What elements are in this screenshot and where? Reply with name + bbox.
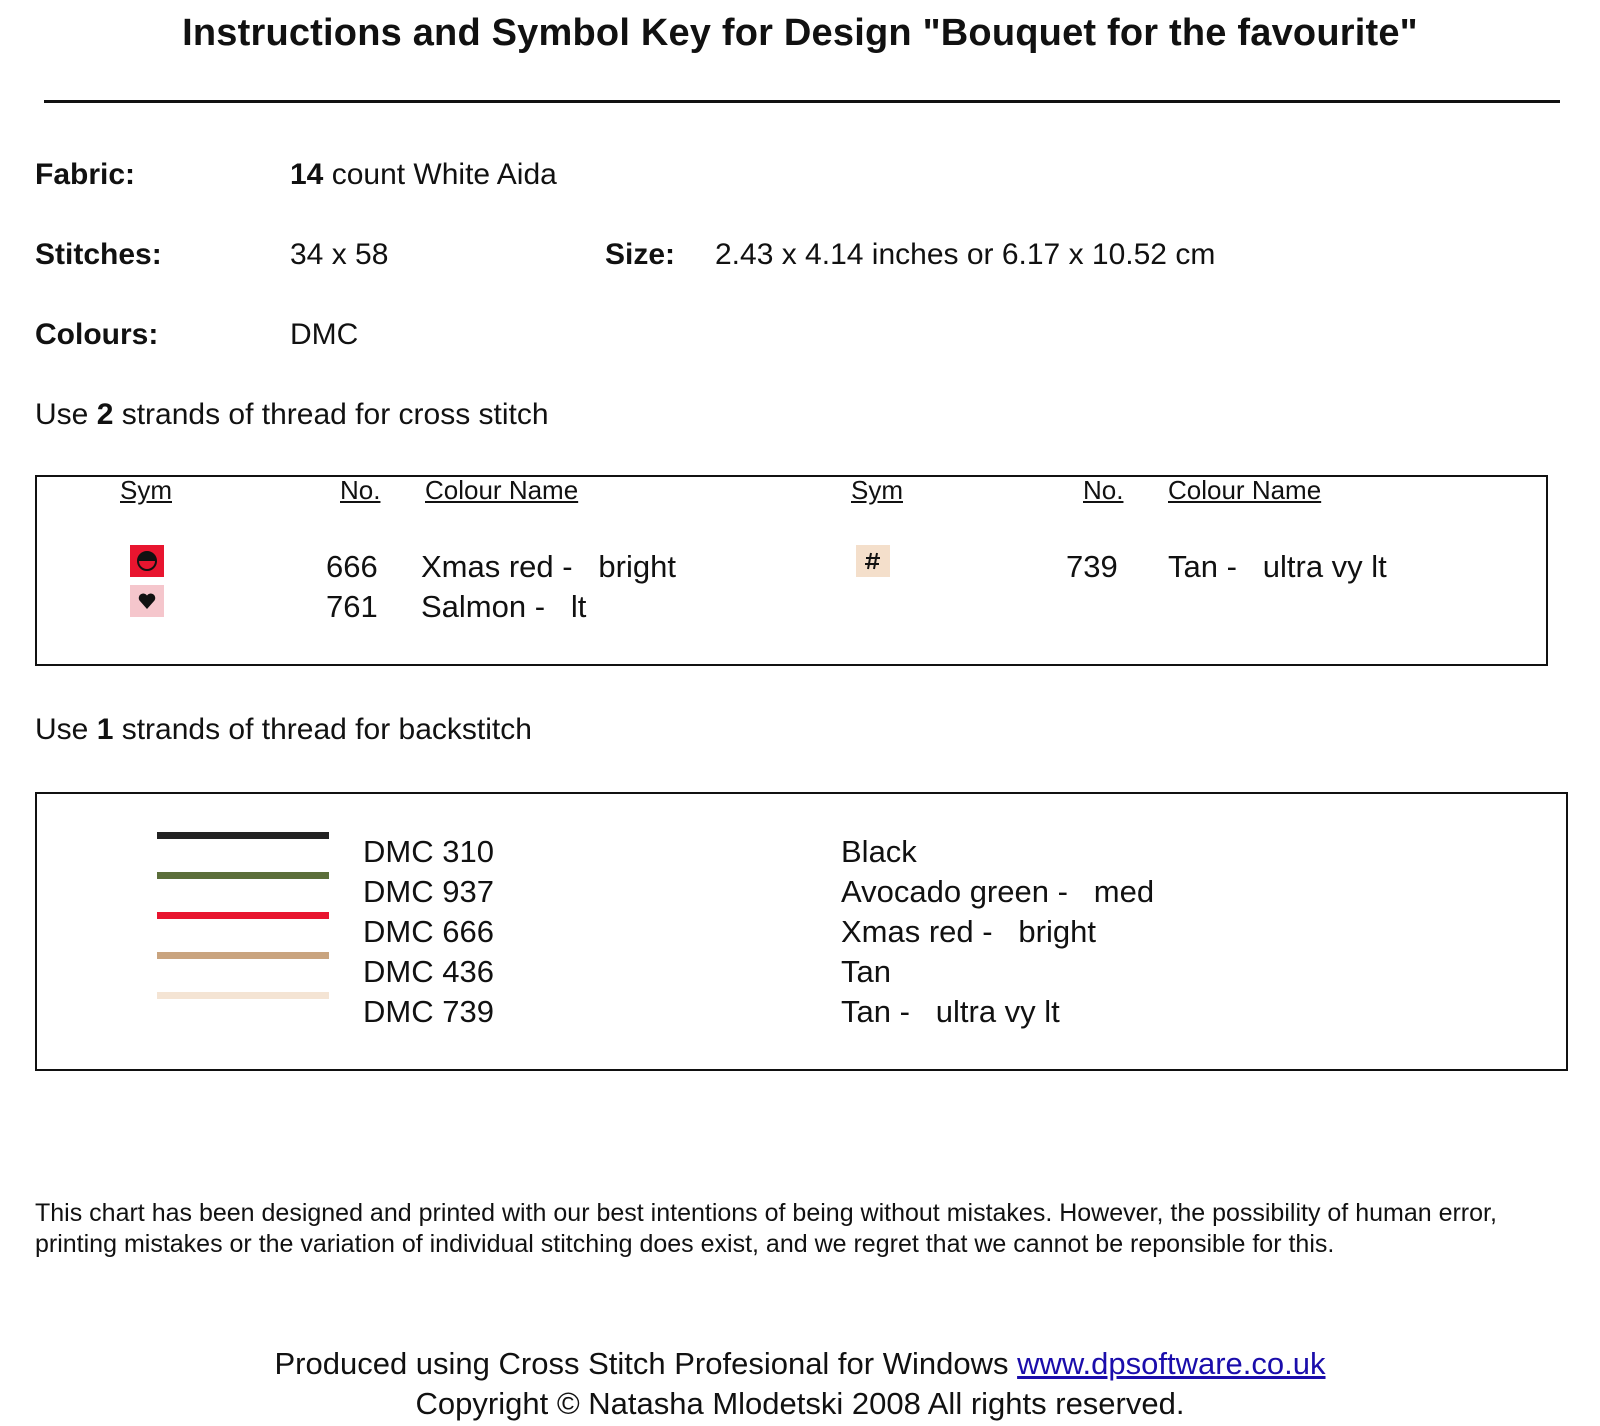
- produced-by-line: [0, 1346, 1600, 1382]
- symbol-swatch-761: [130, 585, 164, 617]
- back-note-pre: Use: [35, 713, 97, 746]
- heart-icon: [137, 591, 157, 611]
- header-sym-right: Sym: [851, 475, 903, 505]
- thread-name: Black: [841, 834, 917, 869]
- size-value: 2.43 x 4.14 inches or 6.17 x 10.52 cm: [715, 238, 1216, 271]
- thread-line-436: [157, 952, 329, 959]
- colour-name: Tan - ultra vy lt: [1168, 549, 1387, 584]
- back-strand-count: 1: [96, 713, 114, 746]
- colours-value: DMC: [290, 318, 359, 351]
- thread-name: Tan: [841, 954, 891, 989]
- thread-code: DMC 739: [363, 994, 494, 1029]
- disclaimer-text: This chart has been designed and printed with our best intentions of being without mistakes. However, the possibility of human error, printing mistakes or the variation of individual stitching does exist, and we regret that we cannot be reponsible for this.: [35, 1199, 1497, 1258]
- stitches-value: 34 x 58: [290, 238, 389, 271]
- website-link[interactable]: www.dpsoftware.co.uk: [1017, 1346, 1326, 1381]
- colour-name: Xmas red - bright: [421, 549, 676, 584]
- thread-line-739: [157, 992, 329, 999]
- header-sym-left: Sym: [120, 475, 172, 505]
- fabric-count: 14: [290, 158, 324, 191]
- title-divider: [44, 100, 1560, 103]
- thread-code: DMC 666: [363, 914, 494, 949]
- header-colour-name-right: Colour Name: [1168, 475, 1322, 505]
- thread-code: DMC 436: [363, 954, 494, 989]
- cross-note-post: strands of thread for cross stitch: [113, 398, 549, 431]
- thread-name: Xmas red - bright: [841, 914, 1096, 949]
- fabric-value: [290, 158, 557, 192]
- colour-number: 761: [326, 589, 378, 624]
- header-colour-name-left: Colour Name: [425, 475, 579, 505]
- thread-code: DMC 937: [363, 874, 494, 909]
- thread-line-666: [157, 912, 329, 919]
- symbol-swatch-666: [130, 545, 164, 577]
- thread-code: DMC 310: [363, 834, 494, 869]
- header-no-left: No.: [340, 475, 381, 505]
- fabric-label: Fabric:: [35, 158, 136, 191]
- backstitch-key-table: [35, 792, 1568, 1071]
- cross-stitch-instruction: [35, 398, 549, 432]
- hash-icon: [863, 551, 883, 571]
- thread-line-310: [157, 832, 329, 839]
- symbol-swatch-739: [856, 545, 890, 577]
- header-no-right: No.: [1083, 475, 1124, 505]
- backstitch-instruction: [35, 713, 532, 747]
- thread-name: Tan - ultra vy lt: [841, 994, 1060, 1029]
- colour-name: Salmon - lt: [421, 589, 587, 624]
- produced-by-text: Produced using Cross Stitch Profesional for Windows: [274, 1346, 1018, 1381]
- cross-stitch-key-table: [35, 475, 1548, 666]
- half-circle-icon: [136, 550, 158, 572]
- back-note-post: strands of thread for backstitch: [113, 713, 532, 746]
- size-label: Size:: [605, 238, 676, 271]
- colour-number: 739: [1066, 549, 1118, 584]
- cross-strand-count: 2: [96, 398, 114, 431]
- fabric-description: count White Aida: [323, 158, 557, 191]
- copyright-line: Copyright © Natasha Mlodetski 2008 All rights reserved.: [415, 1386, 1185, 1421]
- cross-note-pre: Use: [35, 398, 97, 431]
- thread-line-937: [157, 872, 329, 879]
- page-title: Instructions and Symbol Key for Design "Bouquet for the favourite": [182, 12, 1418, 54]
- stitches-label: Stitches:: [35, 238, 162, 271]
- colour-number: 666: [326, 549, 378, 584]
- colours-label: Colours:: [35, 318, 159, 351]
- thread-name: Avocado green - med: [841, 874, 1155, 909]
